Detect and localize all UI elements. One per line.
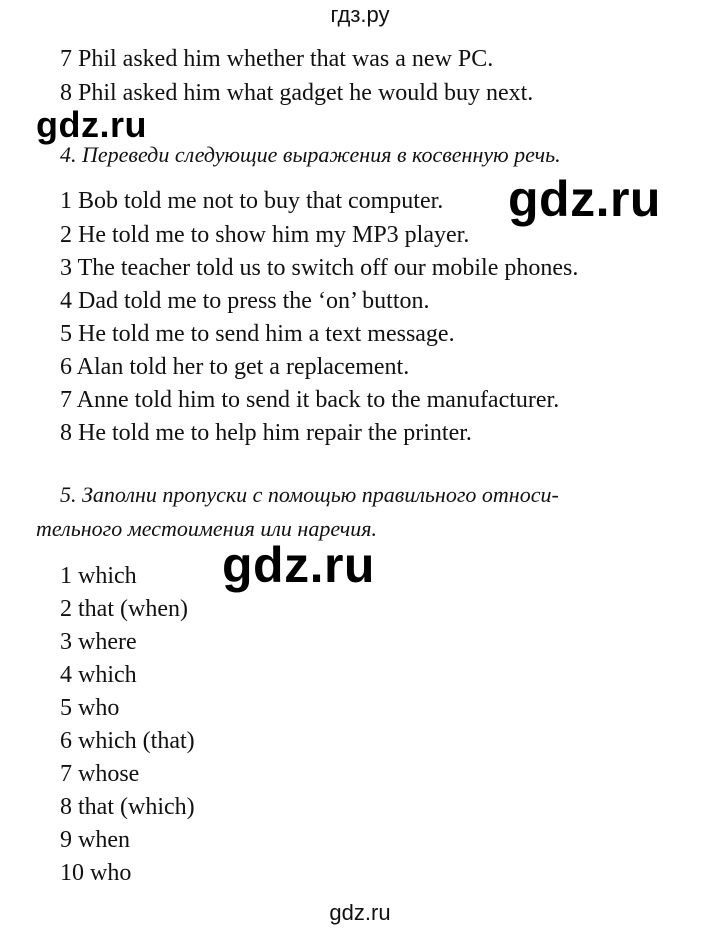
exercise4-heading: 4. Переведи следующие выражения в косвенную речь. — [60, 142, 561, 167]
exercise5-answer-4: 4 which — [60, 662, 137, 688]
exercise5-answer-1: 1 which — [60, 563, 137, 589]
exercise5-answer-9: 9 when — [60, 827, 130, 853]
exercise4-answer-8: 8 He told me to help him repair the printer. — [60, 420, 472, 446]
watermark-gdz-1: gdz.ru — [36, 104, 147, 145]
exercise5-answer-8: 8 that (which) — [60, 794, 195, 820]
exercise4-answer-4: 4 Dad told me to press the ‘on’ button. — [60, 288, 430, 314]
exercise4-answer-7: 7 Anne told him to send it back to the manufacturer. — [60, 387, 560, 413]
exercise4-answer-2: 2 He told me to show him my MP3 player. — [60, 222, 470, 248]
prev-answer-8: 8 Phil asked him what gadget he would buy next. — [60, 80, 534, 106]
exercise5-heading-line1: 5. Заполни пропуски с помощью правильного относи- — [60, 482, 559, 507]
prev-answer-7: 7 Phil asked him whether that was a new PC. — [60, 46, 494, 72]
watermark-gdz-2: gdz.ru — [508, 171, 661, 227]
exercise4-answer-1: 1 Bob told me not to buy that computer. — [60, 188, 444, 214]
exercise5-answer-2: 2 that (when) — [60, 596, 188, 622]
exercise5-answer-7: 7 whose — [60, 761, 140, 787]
exercise5-heading-line2: тельного местоимения или наречия. — [36, 516, 378, 541]
exercise5-answer-5: 5 who — [60, 695, 120, 721]
watermark-gdz-3: gdz.ru — [222, 537, 375, 593]
exercise4-answer-3: 3 The teacher told us to switch off our mobile phones. — [60, 255, 579, 281]
exercise5-answer-10: 10 who — [60, 860, 132, 886]
exercise4-answer-6: 6 Alan told her to get a replacement. — [60, 354, 410, 380]
exercise4-answer-5: 5 He told me to send him a text message. — [60, 321, 455, 347]
exercise5-answer-6: 6 which (that) — [60, 728, 195, 754]
header-site-name: гдз.ру — [330, 2, 390, 27]
exercise5-answer-3: 3 where — [60, 629, 137, 655]
footer-site-name: gdz.ru — [329, 900, 391, 925]
